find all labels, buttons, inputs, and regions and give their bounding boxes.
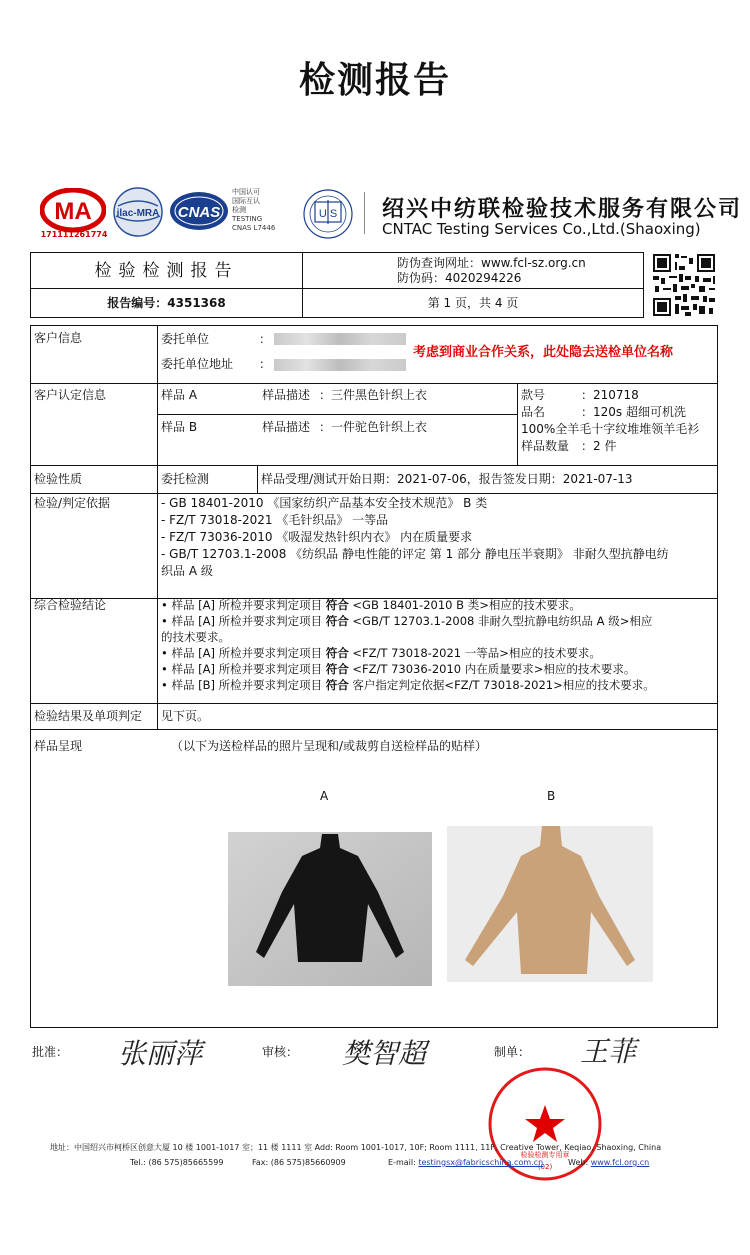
- cma-logo-text: MA: [54, 198, 92, 225]
- review-signature: 樊智超: [342, 1037, 427, 1070]
- basis-item: - FZ/T 73036-2010 《吸湿发热针织内衣》 内在质量要求: [161, 530, 473, 544]
- product-name-value: ：120s 超细可机洗: [581, 405, 686, 419]
- sample-a-desc: ：三件黑色针织上衣: [319, 388, 428, 402]
- sample-a-label: 样品 A: [161, 388, 198, 402]
- us-testing-logo: [302, 188, 354, 240]
- ilac-mra-logo: [112, 186, 164, 238]
- cma-number: 171111261774: [40, 230, 108, 239]
- verify-url: 防伪查询网址：www.fcl-sz.org.cn: [397, 256, 586, 270]
- photos-section-label: 样品呈现: [34, 739, 83, 753]
- results-value: 见下页。: [161, 709, 210, 723]
- cnas-line: CNAS L7446: [232, 224, 276, 232]
- product-name-value-2: 100%全羊毛十字纹堆堆领羊毛衫: [521, 422, 700, 436]
- col-divider: [257, 465, 258, 493]
- cma-logo: [40, 188, 106, 236]
- sample-b-label: 样品 B: [161, 420, 198, 434]
- nature-section-label: 检验性质: [34, 472, 83, 486]
- cnas-logo: [168, 190, 230, 232]
- sample-b-desc-label: 样品描述: [262, 420, 311, 434]
- row-divider: [31, 493, 717, 494]
- prepare-label: 制单：: [494, 1045, 531, 1059]
- style-no-label: 款号: [521, 388, 546, 402]
- web-link[interactable]: www.fcl.org.cn: [590, 1158, 650, 1167]
- nature-dates: 样品受理/测试开始日期：2021-07-06，报告签发日期：2021-07-13: [261, 472, 633, 486]
- client-address-label: 委托单位地址: [161, 357, 234, 371]
- conclusion-line: • 样品 [A] 所检并要求判定项目 符合 <GB 18401-2010 B 类>相应的技术要求。: [161, 598, 581, 612]
- row-divider: [31, 729, 717, 730]
- colon: ：: [259, 357, 272, 371]
- conclusion-line: • 样品 [A] 所检并要求判定项目 符合 <GB/T 12703.1-2008 非耐久型抗静电纺织品 A 级>相应: [161, 614, 653, 628]
- cnas-line: 检测: [232, 206, 246, 214]
- footer-fax: Fax: (86 575)85660909: [252, 1158, 346, 1167]
- sample-a-photo: [228, 832, 432, 986]
- approve-signature: 张丽萍: [118, 1037, 203, 1070]
- conclusion-section-label: 综合检验结论: [34, 598, 107, 612]
- conclusion-line: • 样品 [B] 所检并要求判定项目 符合 客户指定判定依据<FZ/T 73018-2021>相应的技术要求。: [161, 678, 655, 692]
- approve-label: 批准：: [32, 1045, 69, 1059]
- photo-label-a: A: [320, 789, 329, 803]
- prepare-signature: 王菲: [580, 1035, 637, 1068]
- footer-tel: Tel.: (86 575)85665599: [130, 1158, 224, 1167]
- sample-qty-value: ：2 件: [581, 439, 617, 453]
- cnas-line: 中国认可: [232, 188, 260, 196]
- logo-divider: [364, 192, 365, 234]
- cnas-accreditation-text: [232, 188, 292, 233]
- seal-center-text: 检验检测专用章: [520, 1151, 570, 1159]
- conclusion-line: • 样品 [A] 所检并要求判定项目 符合 <FZ/T 73036-2010 内在质量要求>相应的技术要求。: [161, 662, 636, 676]
- seal-number: (02): [537, 1163, 553, 1171]
- basis-item: - GB/T 12703.1-2008 《纺织品 静电性能的评定 第 1 部分 静电压半衰期》 非耐久型抗静电纺: [161, 547, 669, 561]
- product-name-label: 品名: [521, 405, 546, 419]
- page-title: 检测报告: [298, 60, 451, 101]
- qr-code: [651, 252, 717, 318]
- row-divider: [31, 703, 717, 704]
- us-logo-text: U S: [318, 208, 338, 220]
- company-name-cn: 绍兴中纺联检验技术服务有限公司: [382, 196, 743, 222]
- page-info: 第 1 页，共 4 页: [427, 296, 519, 310]
- redacted-unit-name: [274, 333, 406, 345]
- sample-b-photo: [447, 826, 653, 982]
- conclusion-line: 的技术要求。: [161, 630, 230, 644]
- basis-item: - FZ/T 73018-2021 《毛针织品》 一等品: [161, 513, 389, 527]
- sample-section-label: 客户认定信息: [34, 388, 107, 402]
- col-divider: [517, 383, 518, 465]
- col-divider: [157, 326, 158, 729]
- redaction-notice: 考虑到商业合作关系，此处隐去送检单位名称: [413, 345, 674, 360]
- redacted-address: [274, 359, 406, 371]
- report-header-table: [30, 252, 644, 318]
- report-number: 报告编号：4351368: [31, 289, 303, 317]
- verify-code: 防伪码：4020294226: [397, 271, 522, 285]
- cnas-line: 国际互认: [232, 197, 260, 205]
- report-heading: 检验检测报告: [31, 253, 303, 289]
- cnas-logo-text: CNAS: [177, 204, 221, 221]
- nature-value: 委托检测: [161, 472, 210, 486]
- sample-b-desc: ：一件驼色针织上衣: [319, 420, 428, 434]
- photos-note: （以下为送检样品的照片呈现和/或裁剪自送检样品的贴样）: [171, 739, 488, 753]
- row-divider: [31, 383, 717, 384]
- footer-address: 地址：中国绍兴市柯桥区创意大厦 10 楼 1001-1017 室；11 楼 1111 室 Add: Room 1001-1017, 10F; Room 1111, 11F, Creative Tower, Keqiao, Shaoxing, China: [50, 1143, 662, 1152]
- email-link[interactable]: testingsx@fabricschina.com.cn: [418, 1158, 544, 1167]
- results-section-label: 检验结果及单项判定: [34, 709, 143, 723]
- ilac-logo-text: ilac-MRA: [116, 208, 160, 219]
- sample-divider: [158, 414, 517, 415]
- client-unit-label: 委托单位: [161, 332, 210, 346]
- basis-item: - GB 18401-2010 《国家纺织产品基本安全技术规范》 B 类: [161, 496, 488, 510]
- review-label: 审核：: [262, 1045, 299, 1059]
- sample-qty-label: 样品数量: [521, 439, 570, 453]
- conclusion-line: • 样品 [A] 所检并要求判定项目 符合 <FZ/T 73018-2021 一等品>相应的技术要求。: [161, 646, 601, 660]
- cnas-line: TESTING: [232, 215, 263, 223]
- photo-label-b: B: [547, 789, 556, 803]
- sample-a-desc-label: 样品描述: [262, 388, 311, 402]
- footer-email: E-mail: testingsx@fabricschina.com.cn: [388, 1158, 544, 1167]
- footer-web: Web: www.fcl.org.cn: [568, 1158, 650, 1167]
- basis-section-label: 检验/判定依据: [34, 496, 111, 510]
- row-divider: [31, 465, 717, 466]
- style-no-value: ：210718: [581, 388, 639, 402]
- colon: ：: [259, 332, 272, 346]
- company-name-en: CNTAC Testing Services Co.,Ltd.(Shaoxing): [382, 220, 701, 238]
- client-section-label: 客户信息: [34, 331, 83, 345]
- verification-cell: [303, 253, 643, 289]
- basis-item: 织品 A 级: [161, 564, 213, 578]
